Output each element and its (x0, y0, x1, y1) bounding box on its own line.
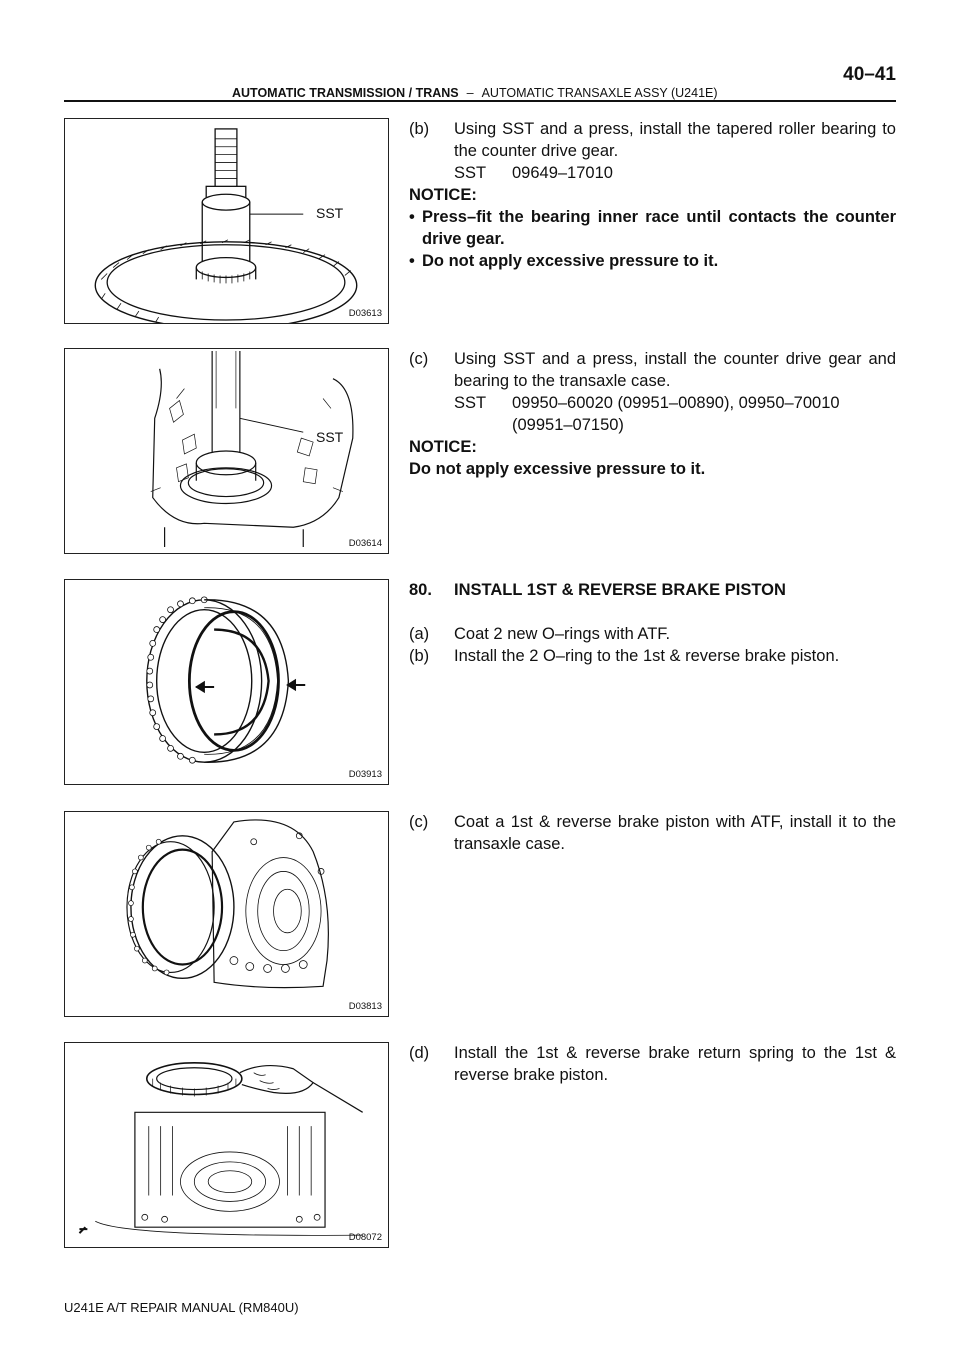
step-80a-tag: (a) (409, 625, 430, 643)
step-80c (409, 811, 896, 855)
step-c-sst-value-cont: (09951–07150) (512, 416, 624, 434)
step-b-bullet-1-text: Press–fit the bearing inner race until contacts the counter drive gear. (422, 208, 896, 248)
step-c-notice-label: NOTICE: (409, 438, 477, 456)
page-number: 40–41 (843, 64, 896, 85)
figure-2-code: D03614 (348, 538, 382, 549)
step-b-sst-value: 09649–17010 (512, 164, 613, 182)
step-b-text: Using SST and a press, install the tapered roller bearing to the counter drive gear. (454, 120, 896, 160)
figure-5 (64, 1042, 389, 1248)
header-section: AUTOMATIC TRANSMISSION / TRANS (232, 86, 459, 100)
figure-3-code: D03913 (348, 769, 382, 780)
step-c-sst (409, 392, 896, 414)
piston-install-case-illustration (65, 812, 388, 1016)
header-title (232, 86, 718, 100)
header-subsection: AUTOMATIC TRANSAXLE ASSY (U241E) (481, 86, 718, 100)
step-80c-paragraph (409, 811, 896, 855)
step-80b (409, 645, 896, 667)
return-spring-install-illustration (65, 1043, 388, 1247)
bullet-dot-icon: • (409, 208, 415, 226)
figure-1-code: D03613 (348, 308, 382, 319)
step-b-bullet-2-text: Do not apply excessive pressure to it. (422, 252, 719, 270)
step-80a (409, 623, 896, 645)
step-80d-paragraph (409, 1042, 896, 1086)
step-80c-tag: (c) (409, 813, 429, 831)
step-80d (409, 1042, 896, 1086)
step-80a-text: Coat 2 new O–rings with ATF. (454, 625, 671, 643)
step-c-notice-text: Do not apply excessive pressure to it. (409, 460, 706, 478)
step-80-heading (409, 579, 896, 601)
step-c-tag: (c) (409, 350, 429, 368)
step-b-notice-label: NOTICE: (409, 186, 477, 204)
step-80-brake-piston (409, 579, 896, 667)
figure-4 (64, 811, 389, 1017)
bullet-dot-icon: • (409, 252, 415, 270)
brake-piston-o-ring-illustration (65, 580, 388, 784)
figure-1-sst-label: SST (316, 205, 344, 221)
step-b-sst-label: SST (454, 164, 487, 182)
step-80-title: INSTALL 1ST & REVERSE BRAKE PISTON (454, 581, 786, 599)
step-b-paragraph (409, 118, 896, 162)
step-c-sst-label: SST (454, 394, 487, 412)
step-b-sst (409, 162, 896, 184)
figure-5-code: D08072 (348, 1232, 382, 1243)
step-c-text: Using SST and a press, install the counter drive gear and bearing to the transaxle case. (454, 350, 896, 390)
figure-1 (64, 118, 389, 324)
page-footer: U241E A/T REPAIR MANUAL (RM840U) (64, 1300, 299, 1315)
step-80b-tag: (b) (409, 647, 430, 665)
page-header (64, 60, 896, 100)
step-b-bearing-install (409, 118, 896, 272)
step-c-gear-install (409, 348, 896, 480)
transaxle-case-press-illustration (65, 349, 388, 553)
step-80c-text: Coat a 1st & reverse brake piston with ATF, install it to the transaxle case. (454, 813, 896, 853)
step-b-bullet-2 (409, 250, 896, 272)
step-80-tag: 80. (409, 581, 432, 599)
step-c-paragraph (409, 348, 896, 392)
figure-3 (64, 579, 389, 785)
step-80b-text: Install the 2 O–ring to the 1st & reverse brake piston. (454, 647, 840, 665)
step-b-bullet-1 (409, 206, 896, 250)
counter-drive-gear-press-illustration (65, 119, 388, 323)
figure-2-sst-label: SST (316, 429, 344, 445)
figure-4-code: D03813 (348, 1001, 382, 1012)
step-80d-tag: (d) (409, 1044, 430, 1062)
step-c-sst-value: 09950–60020 (09951–00890), 09950–70010 (512, 394, 840, 412)
step-80d-text: Install the 1st & reverse brake return spring to the 1st & reverse brake piston. (454, 1044, 896, 1084)
figure-2 (64, 348, 389, 554)
header-rule (64, 100, 896, 102)
header-separator: – (466, 86, 474, 100)
step-b-tag: (b) (409, 120, 430, 138)
